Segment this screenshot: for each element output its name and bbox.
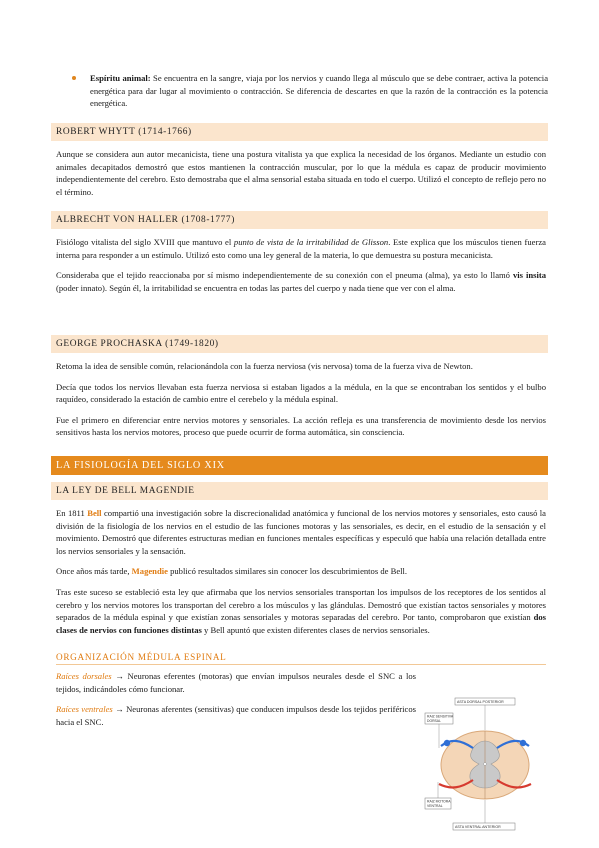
- bell-paragraph-3: [56, 586, 546, 636]
- spinal-cord-figure: [423, 696, 538, 834]
- central-canal: [484, 763, 487, 766]
- arrow-right-icon: →: [115, 704, 124, 715]
- heading-albrecht-von-haller: ALBRECHT VON HALLER (1708-1777): [51, 211, 548, 229]
- raices-ventrales-paragraph: [56, 703, 416, 728]
- heading-george-prochaska: GEORGE PROCHASKA (1749-1820): [51, 335, 548, 353]
- bell-section: [56, 507, 546, 636]
- bell-p2-text-a: Once años más tarde,: [56, 566, 132, 577]
- bell-p1-text-a: En 1811: [56, 508, 88, 518]
- bullet-paragraph: [90, 72, 548, 110]
- raices-ventrales-text: Neuronas aferentes (sensitivas) que conducen impulsos desde los tejidos periféricos hacia el SNC.: [56, 704, 416, 727]
- raices-dorsales-text: Neuronas eferentes (motoras) que envían impulsos neurales desde el SNC a los tejidos, indicándoles cómo funcionar.: [56, 671, 416, 694]
- haller-paragraph-1: [56, 236, 546, 261]
- label-raiz-motora-2: VENTRAL: [427, 803, 443, 808]
- bullet-dot-icon: [72, 76, 76, 80]
- dorsal-ganglion-right: [520, 740, 526, 746]
- label-asta-dorsal: ASTA DORSAL POSTERIOR: [457, 700, 504, 705]
- medula-section: [56, 670, 416, 728]
- bell-p3-text-c: y Bell apuntó que existen diferentes clases de nervios sensoriales.: [201, 624, 430, 635]
- bullet-term: Espíritu animal:: [90, 73, 151, 83]
- haller-p1-text-a: Fisiólogo vitalista del siglo XVIII que mantuvo el: [56, 237, 234, 247]
- heading-fisiologia-siglo-xix: LA FISIOLOGÍA DEL SIGLO XIX: [51, 456, 548, 475]
- prochaska-paragraph-3: Fue el primero en diferenciar entre nervios motores y sensoriales. La acción refleja es una transferencia de movimiento desde los nervios sensitivos hasta los nervios motores, proceso que puede ocurrir de forma automática, sin consciencia.: [56, 414, 546, 438]
- magendie-name: Magendie: [131, 566, 168, 577]
- bell-p2-text-c: publicó resultados similares sin conocer los descubrimientos de Bell.: [167, 566, 408, 577]
- spinal-cord-diagram: [423, 696, 538, 834]
- bell-p1-text-c: compartió una investigación sobre la discrecionalidad anatómica y funcional de los nervios motores y sensoriales, esto causó la división de la fisiología de los nervios en el estudio de las funciones motoras y las sensoriales, es decir, en el estudio de la sensación y el movimiento. Demostró que diferentes estructuras median en funciones mentales específicas y especuló que había una relación detallada entre los nervios sensoriales y la sensación.: [56, 508, 546, 556]
- prochaska-section: [56, 360, 546, 439]
- label-raiz-motora: RAIZ MOTORA: [427, 799, 451, 804]
- whytt-paragraph: Aunque se considera aun autor mecanicista, tiene una postura vitalista ya que explica la necesidad de los órganos. Mediante un estudio con animales decapitados demostró que estos mantienen la contracción muscular, por lo que la médula es capaz de producir movimiento independientemente del cerebro. Esto demostraba que el alma sensorial estaba situada en todo el cuerpo. Utilizó el concepto de reflejo pero no el término.: [56, 149, 546, 197]
- heading-organizacion-medula: ORGANIZACIÓN MÉDULA ESPINAL: [56, 652, 546, 665]
- haller-p1-text-b: . Este explica que los músculos tienen fuerza interna para responder a un estímulo. Utilizó esto como una ley general de la materia, lo que demuestra su postura mecanicista.: [56, 237, 546, 260]
- raices-dorsales-paragraph: [56, 670, 416, 695]
- bell-p3-text-a: Tras este suceso se estableció esta ley que afirmaba que los nervios sensoriales transportan los impulsos de los receptores de los sentidos al cerebro y los nervios motores los transportan del cerebro a los músculos y las glándulas. Demostró que existían tactos sensoriales y motores separados de la médula espinal y que existían zonas sensoriales y motoras separadas del cerebro. Por tanto, comprobaron que existían: [56, 586, 546, 623]
- heading-robert-whytt: ROBERT WHYTT (1714-1766): [51, 123, 548, 141]
- bullet-espiritu-animal: [74, 72, 548, 110]
- raices-ventrales-term: Raíces ventrales: [56, 704, 113, 715]
- bell-paragraph-2: [56, 565, 546, 578]
- haller-p2-text-a: Consideraba que el tejido reaccionaba por sí mismo independientemente de su conexión con el pneuma (alma), ya esto lo llamó: [56, 270, 513, 281]
- bell-p3-bold: dos clases de nervios con funciones distintas: [56, 612, 546, 635]
- label-raiz-sensitiva: RAIZ SENSITIVA: [427, 714, 454, 719]
- dorsal-ganglion-left: [444, 740, 450, 746]
- haller-p2-bold: vis insita: [512, 270, 546, 281]
- haller-p1-italic: punto de vista de la irritabilidad de Glisson: [233, 237, 389, 247]
- haller-section: [56, 236, 546, 294]
- heading-ley-bell-magendie: LA LEY DE BELL MAGENDIE: [51, 482, 548, 500]
- prochaska-paragraph-1: Retoma la idea de sensible común, relacionándola con la fuerza nerviosa (vis nervosa) toma de la fuerza viva de Newton.: [56, 361, 473, 371]
- label-raiz-sensitiva-2: DORSAL: [427, 718, 441, 723]
- label-asta-ventral: ASTA VENTRAL ANTERIOR: [455, 825, 501, 830]
- bullet-text: Se encuentra en la sangre, viaja por los nervios y cuando llega al músculo que se debe contraer, activa la potencia energética para dar lugar al movimiento o contracción. Se diferencia de descartes en que la razón de la contracción es la potencia energética.: [90, 73, 549, 109]
- arrow-right-icon: →: [115, 671, 124, 681]
- prochaska-paragraph-2: Decía que todos los nervios llevaban esta fuerza nerviosa si estaban ligados a la médula, en la que se encontraban los sentidos y el bulbo raquídeo, considerado la estación de cambio entre el cerebelo y la médula espinal.: [56, 381, 546, 405]
- raices-dorsales-term: Raíces dorsales: [56, 671, 112, 681]
- haller-p2-text-c: (poder innato). Según él, la irritabilidad se encuentra en todas las partes del cuerpo y nada tiene que ver con el alma.: [56, 282, 456, 293]
- bell-paragraph-1: [56, 507, 546, 557]
- haller-paragraph-2: [56, 269, 546, 294]
- whytt-section: [56, 148, 546, 198]
- bell-name: Bell: [87, 508, 102, 518]
